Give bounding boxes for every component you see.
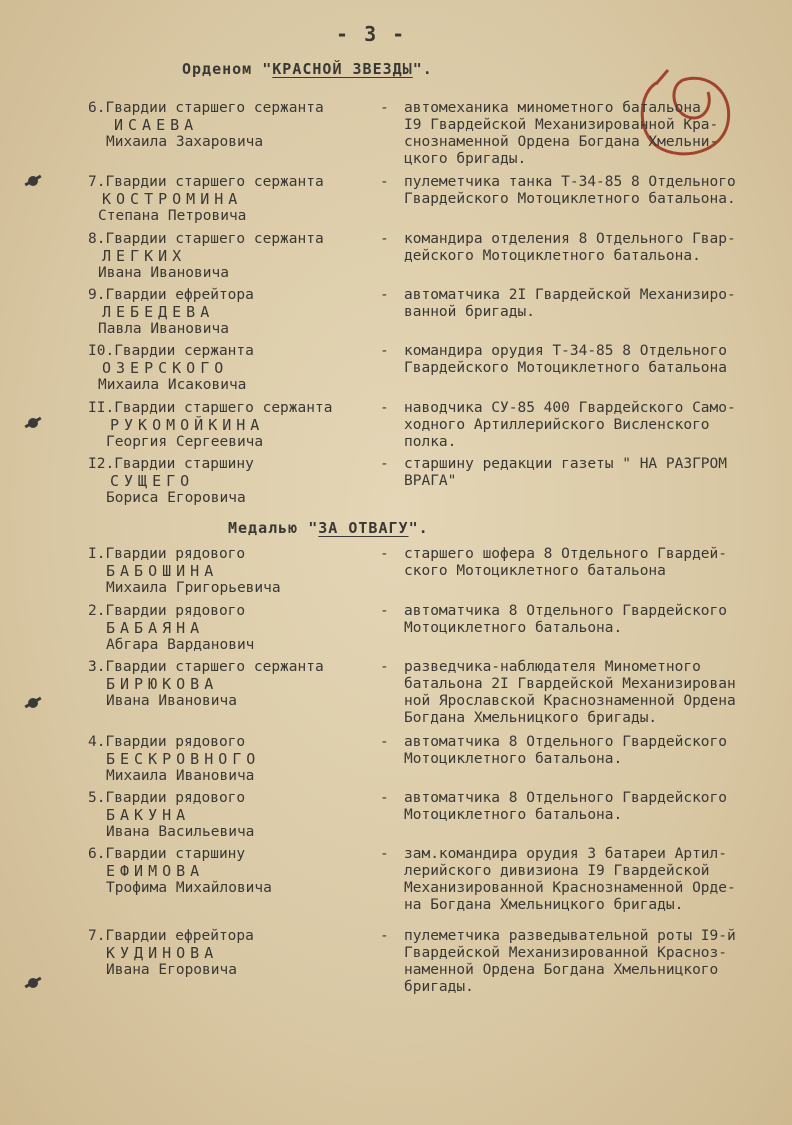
entry-role: автоматчика 8 Отдельного Гвардейского Мотоциклетного батальона.: [404, 790, 728, 823]
dash: -: [380, 343, 389, 359]
entry-surname: ЛЕГКИХ: [102, 247, 187, 265]
entry-role: разведчика-наблюдателя Минометного батальона 2I Гвардейской Механизирован ной Ярославской Краснознаменной Ордена Богдана Хмельницкого бригады.: [404, 659, 736, 726]
section-title-bravery: [228, 519, 429, 537]
entry-name: Георгия Сергеевича: [106, 434, 264, 450]
entry-role: автоматчика 8 Отдельного Гвардейского Мотоциклетного батальона.: [404, 734, 728, 767]
entry-role: наводчика СУ-85 400 Гвардейского Само- ходного Артиллерийского Висленского полка.: [404, 400, 736, 450]
entry-surname: ЛЕБЕДЕВА: [102, 303, 215, 321]
entry-surname: БАБАЯНА: [106, 619, 205, 637]
dash: -: [380, 734, 389, 750]
entry-role: автоматчика 2I Гвардейской Механизиро- ванной бригады.: [404, 287, 736, 320]
section-prefix: Орденом ": [182, 60, 273, 78]
entry-name: Михаила Ивановича: [106, 768, 255, 784]
dash: -: [380, 400, 389, 416]
dash: -: [380, 790, 389, 806]
section-prefix: Медалью ": [228, 519, 319, 537]
entry-rank: 9.Гвардии ефрейтора: [88, 287, 254, 303]
entry-name: Ивана Васильевича: [106, 824, 255, 840]
dash: -: [380, 928, 389, 944]
entry-rank: 5.Гвардии рядового: [88, 790, 246, 806]
entry-rank: 2.Гвардии рядового: [88, 603, 246, 619]
page-number: - 3 -: [336, 22, 407, 46]
entry-role: старшего шофера 8 Отдельного Гвардей- ского Мотоциклетного батальона: [404, 546, 728, 579]
entry-surname: РУКОМОЙКИНА: [110, 416, 265, 434]
punch-hole: [28, 418, 38, 428]
entry-role: пулеметчика разведывательной роты I9-й Гвардейской Механизированной Красноз- наменной Ордена Богдана Хмельницкого бригады.: [404, 928, 736, 995]
entry-rank: 4.Гвардии рядового: [88, 734, 246, 750]
entry-name: Михаила Григорьевича: [106, 580, 281, 596]
entry-rank: 6.Гвардии старшего сержанта: [88, 100, 324, 116]
entry-name: Михаила Исаковича: [98, 377, 247, 393]
entry-name: Степана Петровича: [98, 208, 247, 224]
section-title-red-star: [182, 60, 433, 78]
dash: -: [380, 174, 389, 190]
section-suffix: ".: [412, 60, 433, 78]
section-suffix: ".: [408, 519, 429, 537]
dash: -: [380, 456, 389, 472]
entry-surname: БЕСКРОВНОГО: [106, 750, 261, 768]
entry-role: зам.командира орудия 3 батареи Артил- лерийского дивизиона I9 Гвардейской Механизированной Краснознаменной Орде- на Богдана Хмельницкого бригады.: [404, 846, 736, 913]
section-name: ЗА ОТВАГУ: [318, 519, 409, 537]
entry-surname: СУЩЕГО: [110, 472, 195, 490]
dash: -: [380, 659, 389, 675]
entry-role: автоматчика 8 Отдельного Гвардейского Мотоциклетного батальона.: [404, 603, 728, 636]
entry-role: автомеханика минометного батальона I9 Гвардейской Механизированной Кра- снознаменной Ордена Богдана Хмельни- цкого бригады.: [404, 100, 719, 167]
entry-rank: I.Гвардии рядового: [88, 546, 246, 562]
dash: -: [380, 231, 389, 247]
entry-rank: I2.Гвардии старшину: [88, 456, 254, 472]
entry-name: Ивана Ивановича: [98, 265, 229, 281]
entry-rank: 3.Гвардии старшего сержанта: [88, 659, 324, 675]
entry-rank: I0.Гвардии сержанта: [88, 343, 254, 359]
entry-rank: II.Гвардии старшего сержанта: [88, 400, 333, 416]
entry-role: командира отделения 8 Отдельного Гвар- дейского Мотоциклетного батальона.: [404, 231, 736, 264]
section-name: КРАСНОЙ ЗВЕЗДЫ: [272, 60, 413, 78]
dash: -: [380, 846, 389, 862]
entry-name: Бориса Егоровича: [106, 490, 246, 506]
entry-surname: БАБОШИНА: [106, 562, 219, 580]
entry-rank: 7.Гвардии ефрейтора: [88, 928, 254, 944]
entry-rank: 7.Гвардии старшего сержанта: [88, 174, 324, 190]
entry-role: старшину редакции газеты " НА РАЗГРОМ ВРАГА": [404, 456, 728, 489]
entry-name: Трофима Михайловича: [106, 880, 272, 896]
entry-name: Ивана Ивановича: [106, 693, 237, 709]
entry-name: Михаила Захаровича: [106, 134, 264, 150]
entry-surname: КУДИНОВА: [106, 944, 219, 962]
punch-hole: [28, 978, 38, 988]
punch-hole: [28, 176, 38, 186]
entry-surname: КОСТРОМИНА: [102, 190, 243, 208]
entry-name: Абгара Варданович: [106, 637, 255, 653]
dash: -: [380, 546, 389, 562]
dash: -: [380, 287, 389, 303]
entry-name: Ивана Егоровича: [106, 962, 237, 978]
entry-surname: ИСАЕВА: [114, 116, 199, 134]
entry-surname: БАКУНА: [106, 806, 191, 824]
entry-rank: 6.Гвардии старшину: [88, 846, 246, 862]
entry-surname: ОЗЕРСКОГО: [102, 359, 229, 377]
entry-rank: 8.Гвардии старшего сержанта: [88, 231, 324, 247]
entry-role: командира орудия Т-34-85 8 Отдельного Гвардейского Мотоциклетного батальона: [404, 343, 728, 376]
punch-hole: [28, 698, 38, 708]
entry-role: пулеметчика танка Т-34-85 8 Отдельного Гвардейского Мотоциклетного батальона.: [404, 174, 736, 207]
entry-surname: БИРЮКОВА: [106, 675, 219, 693]
dash: -: [380, 603, 389, 619]
entry-name: Павла Ивановича: [98, 321, 229, 337]
entry-surname: ЕФИМОВА: [106, 862, 205, 880]
dash: -: [380, 100, 389, 116]
